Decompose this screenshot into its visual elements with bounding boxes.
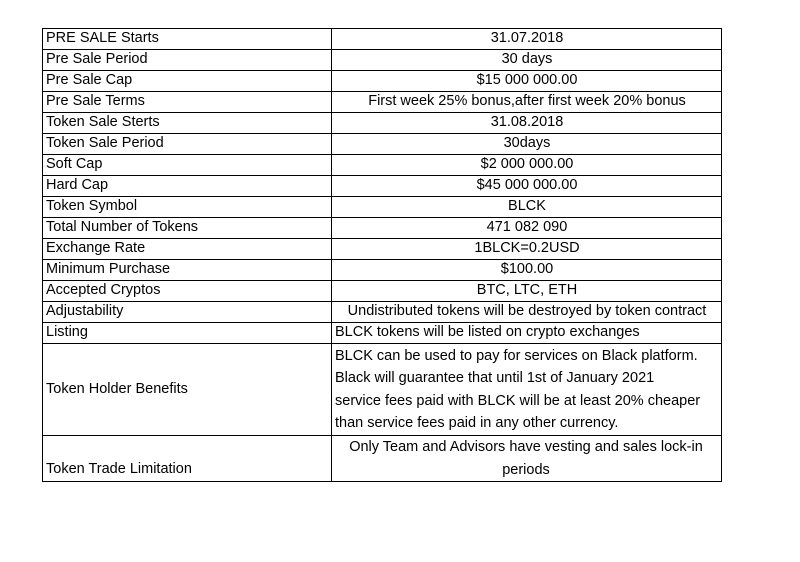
row-value: BLCK tokens will be listed on crypto exchanges [332,323,722,344]
table-row [43,260,722,281]
row-value: 31.08.2018 [332,113,722,134]
row-label: Exchange Rate [43,239,332,260]
benefit-line: service fees paid with BLCK will be at least 20% cheaper [335,392,701,409]
table-row [43,92,722,113]
row-label: Pre Sale Cap [43,71,332,92]
table-row [43,176,722,197]
table-row-benefits [43,344,722,436]
row-value: Undistributed tokens will be destroyed by token contract [332,302,722,323]
table-row [43,239,722,260]
row-value: 30 days [332,50,722,71]
table-row [43,113,722,134]
row-value: BLCK [332,197,722,218]
row-value: 31.07.2018 [332,29,722,50]
table-row [43,155,722,176]
table-row-limitation [43,436,722,482]
row-label: Token Holder Benefits [43,344,332,436]
table-row [43,281,722,302]
table-row [43,218,722,239]
row-label: Token Sale Period [43,134,332,155]
row-label: Hard Cap [43,176,332,197]
row-label: Token Trade Limitation [43,436,332,482]
row-label: PRE SALE Starts [43,29,332,50]
table-row [43,134,722,155]
row-value: 1BLCK=0.2USD [332,239,722,260]
row-label: Pre Sale Period [43,50,332,71]
row-label: Token Sale Sterts [43,113,332,134]
benefit-line: than service fees paid in any other currency. [335,415,619,431]
benefits-value [332,344,722,436]
row-label: Soft Cap [43,155,332,176]
row-value: BTC, LTC, ETH [332,281,722,302]
row-label: Minimum Purchase [43,260,332,281]
row-value: $100.00 [332,260,722,281]
row-value: $45 000 000.00 [332,176,722,197]
row-value: $2 000 000.00 [332,155,722,176]
row-label: Total Number of Tokens [43,218,332,239]
table-row [43,302,722,323]
row-value: 30days [332,134,722,155]
token-sale-table [42,28,722,482]
benefit-line: BLCK can be used to pay for services on Black platform. [335,347,698,364]
table-row [43,50,722,71]
table-row [43,323,722,344]
row-label: Accepted Cryptos [43,281,332,302]
row-label: Adjustability [43,302,332,323]
table-row [43,29,722,50]
table-row [43,197,722,218]
limitation-value: Only Team and Advisors have vesting and sales lock-in periods [332,436,722,482]
row-label: Pre Sale Terms [43,92,332,113]
row-value: 471 082 090 [332,218,722,239]
row-label: Token Symbol [43,197,332,218]
row-label: Listing [43,323,332,344]
row-value: First week 25% bonus,after first week 20% bonus [332,92,722,113]
row-value: $15 000 000.00 [332,71,722,92]
table-row [43,71,722,92]
benefit-line: Black will guarantee that until 1st of January 2021 [335,370,655,386]
